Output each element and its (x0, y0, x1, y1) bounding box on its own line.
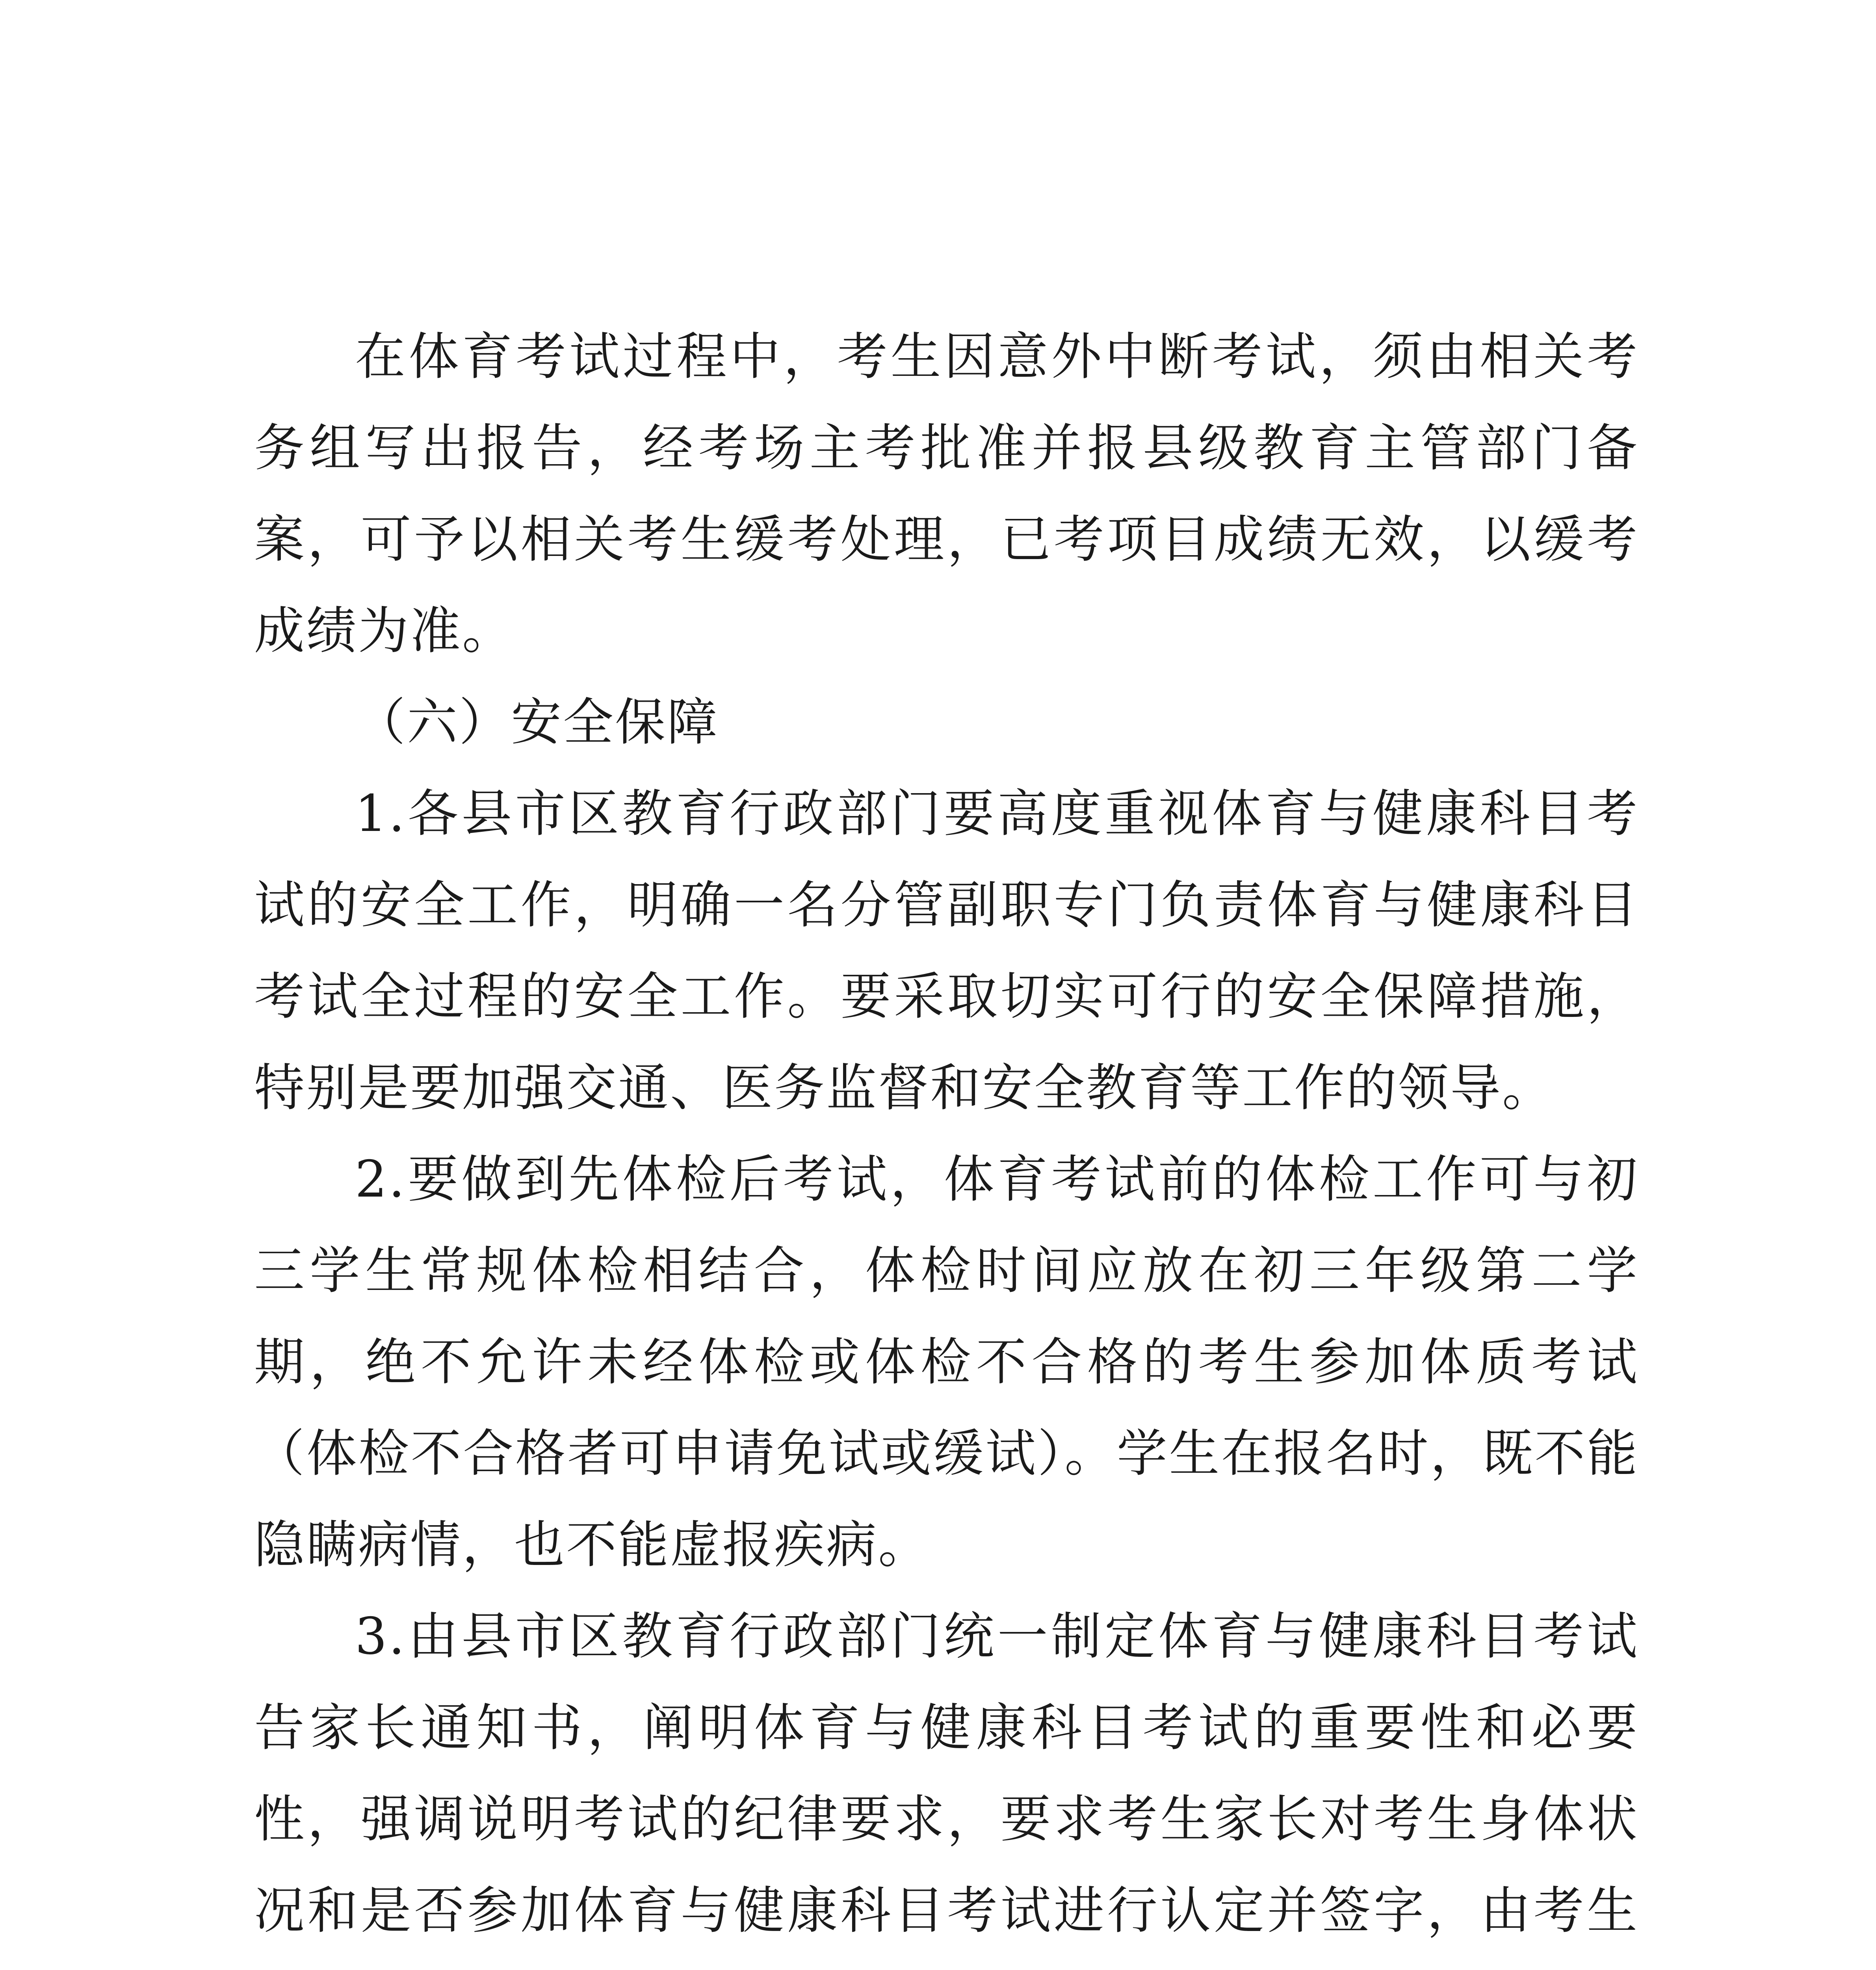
paragraph-item-3: 3.由县市区教育行政部门统一制定体育与健康科目考试告家长通知书，阐明体育与健康科目考试的重要性和必要性，强调说明考试的纪律要求，要求考生家长对考生身体状况和是否参加体育与健康科目考试进行认定并签字，由考生 (254, 1607, 1639, 1940)
body-text (254, 311, 1639, 1970)
paragraph-exam-interruption: 在体育考试过程中，考生因意外中断考试，须由相关考务组写出报告，经考场主考批准并报县级教育主管部门备案，可予以相关考生缓考处理，已考项目成绩无效，以缓考成绩为准。 (254, 327, 1639, 660)
section-heading-safety: （六）安全保障 (355, 693, 719, 752)
paragraph-item-1: 1.各县市区教育行政部门要高度重视体育与健康科目考试的安全工作，明确一名分管副职专门负责体育与健康科目考试全过程的安全工作。要采取切实可行的安全保障措施，特别是要加强交通、医务监督和安全教育等工作的领导。 (254, 784, 1639, 1117)
paragraph-item-2: 2.要做到先体检后考试，体育考试前的体检工作可与初三学生常规体检相结合，体检时间应放在初三年级第二学期，绝不允许未经体检或体检不合格的考生参加体质考试（体检不合格者可申请免试或缓试）。学生在报名时，既不能隐瞒病情，也不能虚报疾病。 (254, 1150, 1639, 1574)
